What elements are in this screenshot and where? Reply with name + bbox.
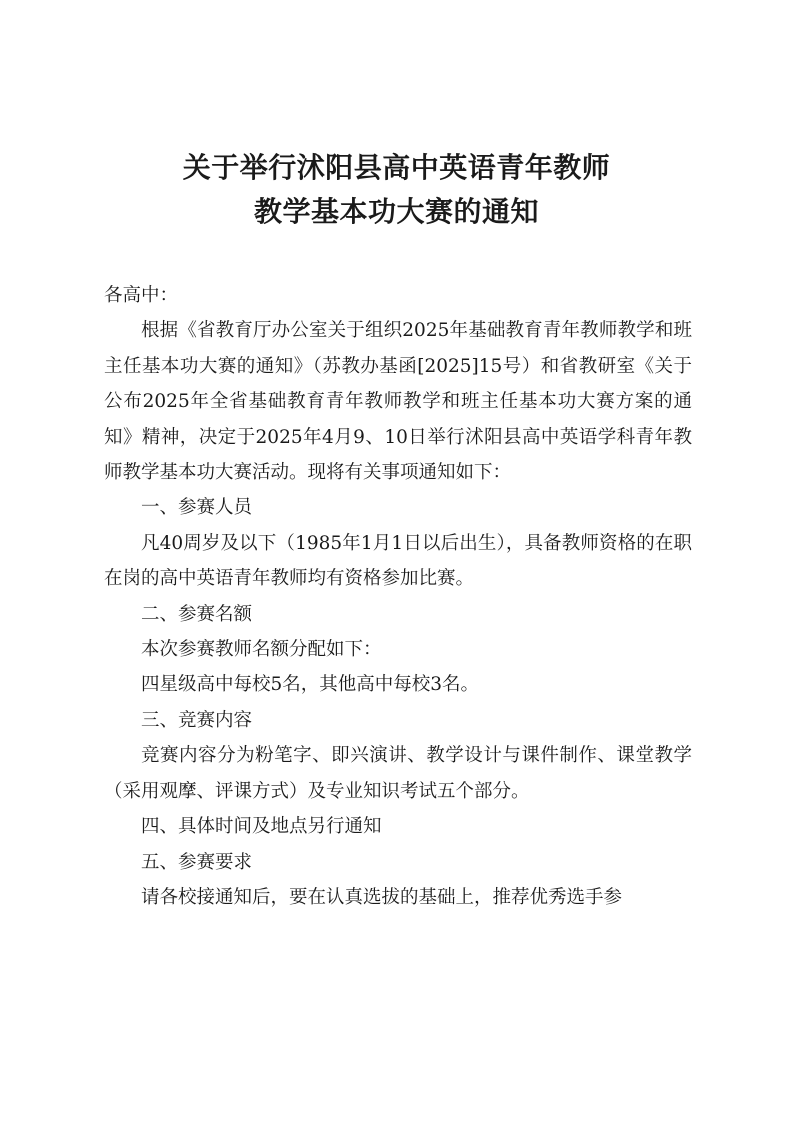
section-1-paragraph: 凡40周岁及以下（1985年1月1日以后出生），具备教师资格的在职在岗的高中英语青年教师均有资格参加比赛。 (104, 532, 692, 590)
addressee: 各高中： (104, 285, 179, 306)
section-2-paragraph-2: 四星级高中每校5名，其他高中每校3名。 (141, 674, 480, 696)
section-5-paragraph: 请各校接通知后，要在认真选拔的基础上，推荐优秀选手参 (141, 886, 623, 908)
section-3-heading: 三、竞赛内容 (141, 709, 253, 731)
section-5-heading: 五、参赛要求 (141, 851, 253, 873)
document-title-line-1: 关于举行沭阳县高中英语青年教师 (182, 151, 611, 184)
section-1-heading: 一、参赛人员 (141, 497, 253, 519)
intro-paragraph: 根据《省教育厅办公室关于组织2025年基础教育青年教师教学和班主任基本功大赛的通知》（苏教办基函[2025]15号）和省教研室《关于公布2025年全省基础教育青年教师教学和班主任基本功大赛方案的通知》精神，决定于2025年4月9、10日举行沭阳县高中英语学科青年教师教学基本功大赛活动。现将有关事项通知如下： (104, 320, 692, 484)
section-2-paragraph-1: 本次参赛教师名额分配如下： (141, 639, 382, 661)
section-2-heading: 二、参赛名额 (141, 603, 253, 625)
document-title-line-2: 教学基本功大赛的通知 (253, 195, 539, 228)
document-body (104, 278, 692, 915)
section-4-heading: 四、具体时间及地点另行通知 (141, 816, 382, 838)
section-3-paragraph: 竞赛内容分为粉笔字、即兴演讲、教学设计与课件制作、课堂教学（采用观摩、评课方式）及专业知识考试五个部分。 (104, 745, 692, 802)
